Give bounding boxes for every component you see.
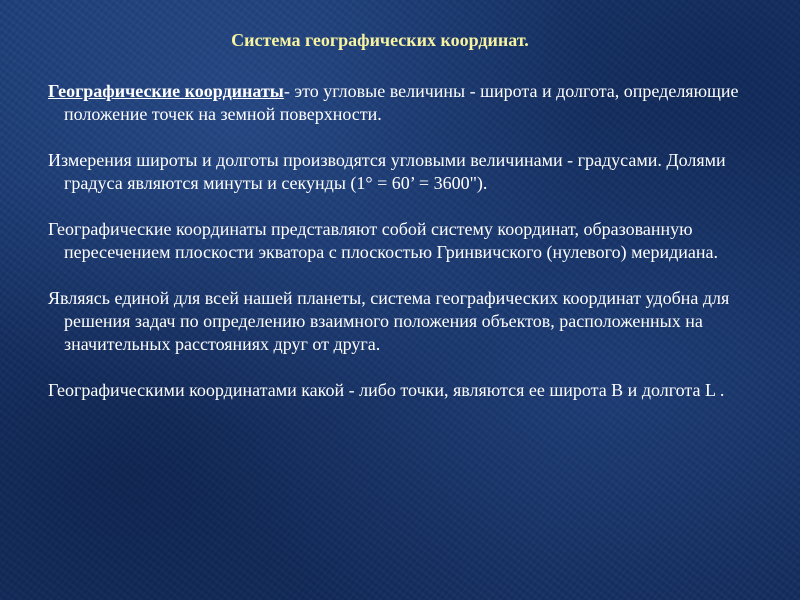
paragraph-text: Географические координаты представляют собой систему координат, образованную пересечением плоскости экватора с плоскостью Гринвичского (нулевого) меридиана.: [48, 219, 719, 262]
paragraph-system: [48, 218, 748, 264]
slide-title: Система географических координат.: [231, 30, 529, 50]
paragraph-measurement: [48, 149, 748, 195]
paragraph-usage: [48, 287, 748, 356]
definition-term: Географические координаты: [48, 81, 284, 101]
paragraph-point-coordinates: [48, 379, 748, 402]
slide-content: [48, 80, 748, 402]
paragraph-text: Географическими координатами какой - либо точки, являются ее широта В и долгота L .: [48, 380, 725, 400]
paragraph-text: Измерения широты и долготы производятся угловыми величинами - градусами. Долями градуса являются минуты и секунды (1° = 60’ = 3600").: [48, 150, 726, 193]
paragraph-text: Являясь единой для всей нашей планеты, система географических координат удобна для решения задач по определению взаимного положения объектов, расположенных на значительных расстояниях друг от друга.: [48, 288, 730, 354]
paragraph-definition: [48, 80, 748, 126]
paragraph-text: - это угловые величины - широта и долгота, определяющие положение точек на земной поверхности.: [64, 81, 739, 124]
